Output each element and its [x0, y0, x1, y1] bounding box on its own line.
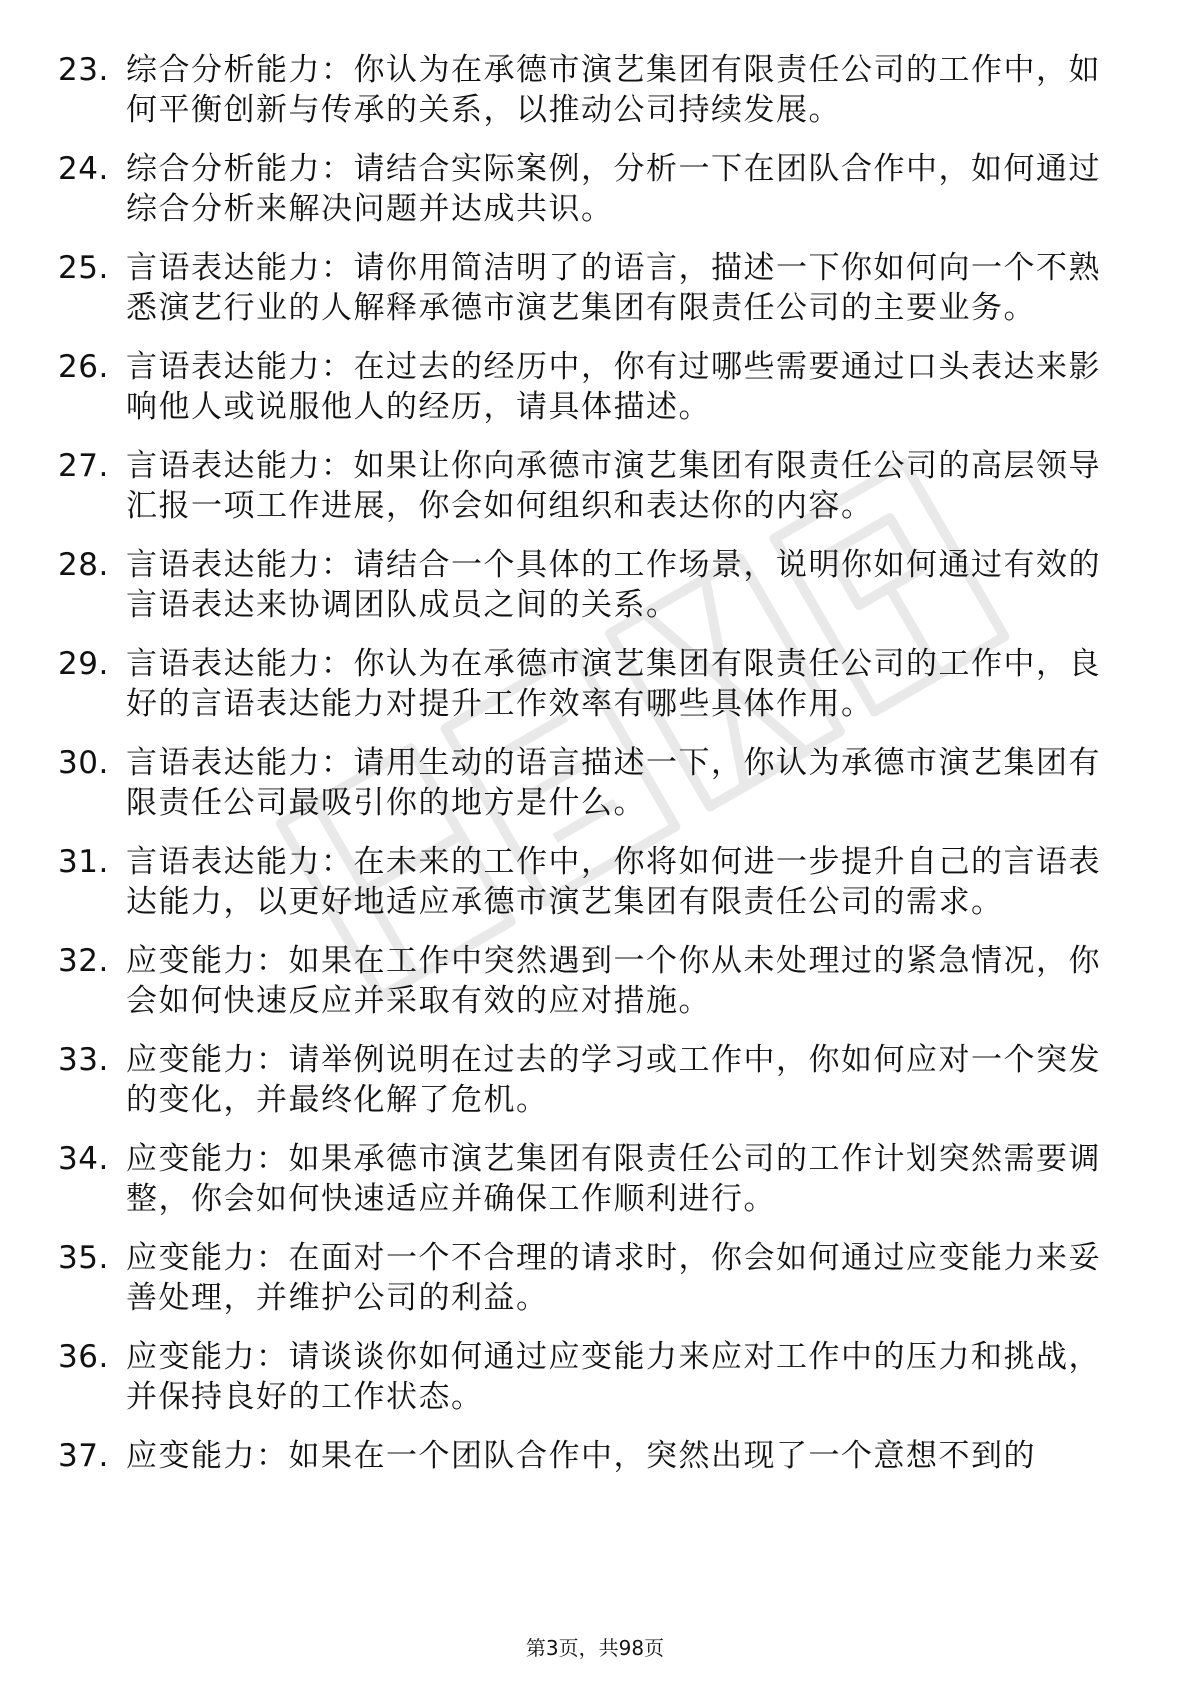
page-number: 第3页，共98页: [525, 1636, 665, 1660]
item-text: 言语表达能力：请结合一个具体的工作场景，说明你如何通过有效的言语表达来协调团队成员之间的关系。: [126, 547, 1101, 623]
item-text: 言语表达能力：请用生动的语言描述一下，你认为承德市演艺集团有限责任公司最吸引你的地方是什么。: [126, 745, 1101, 821]
item-number: 37.: [58, 1438, 109, 1474]
list-item: [58, 347, 1133, 427]
item-text: 应变能力：请举例说明在过去的学习或工作中，你如何应对一个突发的变化，并最终化解了危机。: [126, 1042, 1101, 1118]
item-number: 29.: [58, 646, 109, 682]
list-item: [58, 644, 1133, 724]
list-item: [58, 1337, 1133, 1417]
item-number: 28.: [58, 547, 109, 583]
item-number: 25.: [58, 250, 109, 286]
list-item: [58, 1139, 1133, 1219]
item-number: 30.: [58, 745, 109, 781]
list-item: [58, 545, 1133, 625]
list-item: [58, 1436, 1133, 1476]
item-text: 应变能力：如果承德市演艺集团有限责任公司的工作计划突然需要调整，你会如何快速适应并确保工作顺利进行。: [126, 1141, 1101, 1217]
item-text: 言语表达能力：在过去的经历中，你有过哪些需要通过口头表达来影响他人或说服他人的经历，请具体描述。: [126, 349, 1101, 425]
list-item: [58, 149, 1133, 229]
item-number: 32.: [58, 943, 109, 979]
item-text: 言语表达能力：如果让你向承德市演艺集团有限责任公司的高层领导汇报一项工作进展，你会如何组织和表达你的内容。: [126, 448, 1101, 524]
item-number: 26.: [58, 349, 109, 385]
item-text: 综合分析能力：请结合实际案例，分析一下在团队合作中，如何通过综合分析来解决问题并达成共识。: [126, 151, 1101, 227]
list-item: [58, 842, 1133, 922]
item-text: 言语表达能力：你认为在承德市演艺集团有限责任公司的工作中，良好的言语表达能力对提升工作效率有哪些具体作用。: [126, 646, 1101, 722]
item-text: 言语表达能力：在未来的工作中，你将如何进一步提升自己的言语表达能力，以更好地适应承德市演艺集团有限责任公司的需求。: [126, 844, 1101, 920]
question-list: [58, 50, 1133, 1495]
list-item: [58, 1040, 1133, 1120]
item-number: 23.: [58, 52, 109, 88]
list-item: [58, 446, 1133, 526]
list-item: [58, 1238, 1133, 1318]
item-number: 33.: [58, 1042, 109, 1078]
item-text: 言语表达能力：请你用简洁明了的语言，描述一下你如何向一个不熟悉演艺行业的人解释承德市演艺集团有限责任公司的主要业务。: [126, 250, 1101, 326]
item-number: 27.: [58, 448, 109, 484]
item-text: 应变能力：如果在工作中突然遇到一个你从未处理过的紧急情况，你会如何快速反应并采取有效的应对措施。: [126, 943, 1101, 1019]
item-text: 应变能力：请谈谈你如何通过应变能力来应对工作中的压力和挑战，并保持良好的工作状态。: [126, 1339, 1101, 1415]
list-item: [58, 50, 1133, 130]
item-number: 36.: [58, 1339, 109, 1375]
item-text: 综合分析能力：你认为在承德市演艺集团有限责任公司的工作中，如何平衡创新与传承的关系，以推动公司持续发展。: [126, 52, 1101, 128]
item-number: 35.: [58, 1240, 109, 1276]
list-item: [58, 743, 1133, 823]
item-number: 34.: [58, 1141, 109, 1177]
item-number: 31.: [58, 844, 109, 880]
item-number: 24.: [58, 151, 109, 187]
item-text: 应变能力：在面对一个不合理的请求时，你会如何通过应变能力来妥善处理，并维护公司的利益。: [126, 1240, 1101, 1316]
item-text: 应变能力：如果在一个团队合作中，突然出现了一个意想不到的: [126, 1438, 1036, 1474]
list-item: [58, 941, 1133, 1021]
list-item: [58, 248, 1133, 328]
